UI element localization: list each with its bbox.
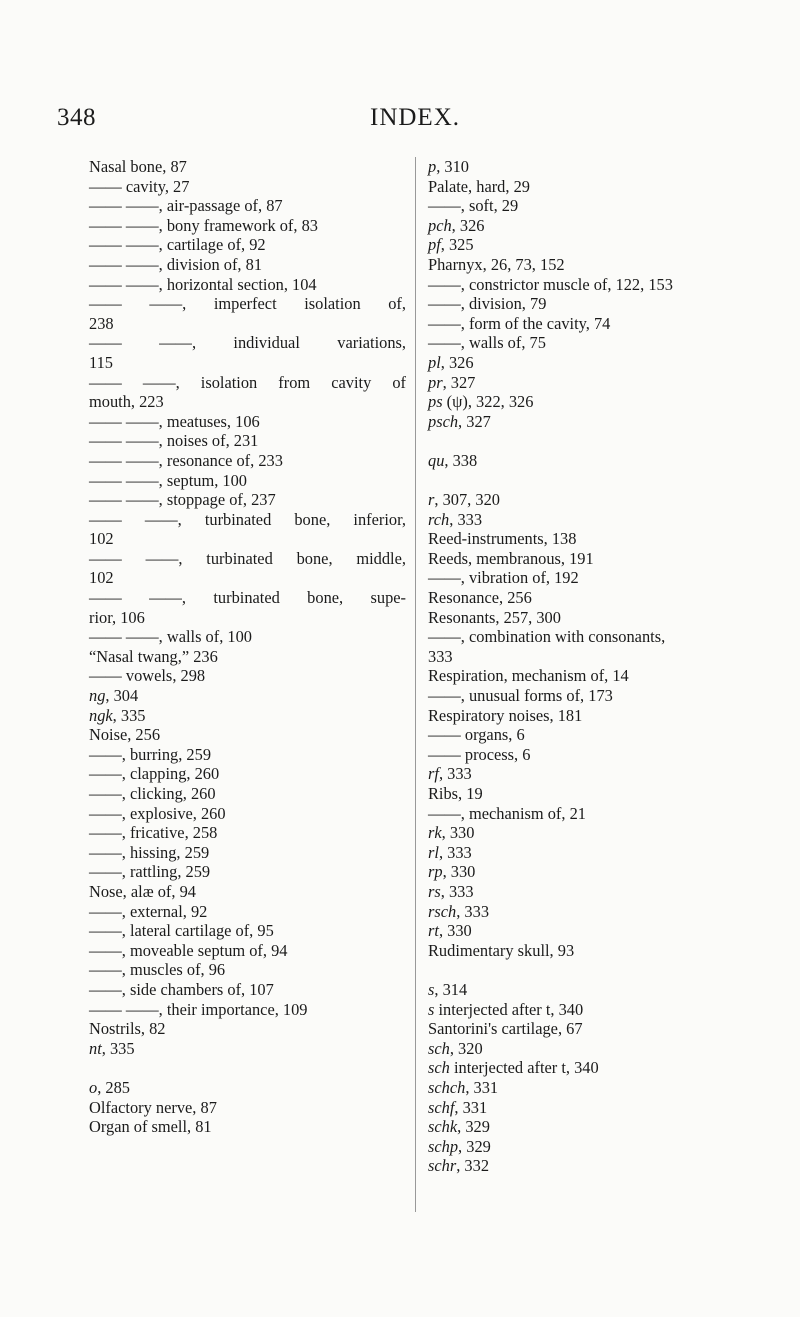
index-entry: Palate, hard, 29	[428, 176, 530, 196]
entry-gap	[89, 1058, 406, 1078]
column-divider	[415, 157, 416, 1212]
index-entry: ngk, 335	[89, 705, 146, 725]
index-entry: ——, fricative, 258	[89, 823, 218, 843]
index-entry: ——, division, 79	[428, 294, 547, 314]
index-entry: psch, 327	[428, 411, 491, 431]
index-entry: Reeds, membranous, 191	[428, 548, 594, 568]
index-entry: —— ——, division of, 81	[89, 254, 263, 274]
index-entry: ——, vibration of, 192	[428, 568, 579, 588]
entry-gap	[428, 960, 746, 980]
index-entry: Respiration, mechanism of, 14	[428, 666, 629, 686]
index-entry: rf, 333	[428, 764, 472, 784]
index-entry: —— ——, turbinated bone, inferior,	[89, 509, 406, 529]
index-entry: Nostrils, 82	[89, 1019, 166, 1039]
index-entry: Resonants, 257, 300	[428, 607, 561, 627]
index-entry: —— ——, septum, 100	[89, 470, 247, 490]
index-column-left	[89, 157, 406, 1137]
index-entry: ——, clapping, 260	[89, 764, 220, 784]
index-entry: —— ——, their importance, 109	[89, 999, 308, 1019]
index-entry: —— ——, walls of, 100	[89, 627, 252, 647]
index-entry: schk, 329	[428, 1117, 490, 1137]
index-entry: pr, 327	[428, 372, 476, 392]
index-entry: ——, muscles of, 96	[89, 960, 226, 980]
index-entry: —— process, 6	[428, 744, 531, 764]
index-entry: “Nasal twang,” 236	[89, 646, 218, 666]
index-entry: Reed-instruments, 138	[428, 529, 577, 549]
index-entry: Noise, 256	[89, 725, 161, 745]
entry-gap	[428, 471, 746, 491]
index-entry: —— ——, air-passage of, 87	[89, 196, 283, 216]
index-entry: rt, 330	[428, 921, 472, 941]
index-entry: nt, 335	[89, 1038, 135, 1058]
index-entry: rch, 333	[428, 509, 483, 529]
index-entry: 333	[428, 646, 453, 666]
entry-gap	[428, 431, 746, 451]
index-entry: rsch, 333	[428, 901, 490, 921]
index-entry: pl, 326	[428, 352, 474, 372]
page-number: 348	[57, 104, 96, 131]
index-entry: pch, 326	[428, 215, 485, 235]
index-entry: ——, form of the cavity, 74	[428, 313, 611, 333]
index-entry: 115	[89, 352, 113, 372]
index-entry: ——, clicking, 260	[89, 784, 216, 803]
index-entry: Organ of smell, 81	[89, 1117, 212, 1137]
index-entry: s, 314	[428, 979, 468, 999]
index-entry: ——, side chambers of, 107	[89, 979, 274, 999]
index-entry: —— cavity, 27	[89, 176, 190, 196]
index-entry: p, 310	[428, 157, 469, 176]
index-entry: 102	[89, 568, 114, 588]
index-entry: schf, 331	[428, 1097, 488, 1117]
index-entry: —— ——, individual variations,	[89, 333, 406, 353]
index-entry: ng, 304	[89, 686, 139, 706]
index-entry: Nose, alæ of, 94	[89, 881, 196, 901]
index-entry: o, 285	[89, 1077, 130, 1097]
index-entry: —— ——, stoppage of, 237	[89, 490, 276, 510]
index-entry: s interjected after t, 340	[428, 999, 584, 1019]
index-entry: —— ——, horizontal section, 104	[89, 274, 317, 294]
index-entry: —— ——, bony framework of, 83	[89, 215, 318, 235]
index-entry: Olfactory nerve, 87	[89, 1097, 217, 1117]
index-entry: Santorini's cartilage, 67	[428, 1019, 583, 1039]
index-entry: Ribs, 19	[428, 784, 483, 803]
page-header	[0, 104, 800, 134]
index-entry: ——, lateral cartilage of, 95	[89, 921, 274, 941]
index-entry: rp, 330	[428, 862, 476, 882]
index-entry: schr, 332	[428, 1156, 490, 1176]
index-entry: —— ——, noises of, 231	[89, 431, 259, 451]
index-entry: rk, 330	[428, 823, 475, 843]
index-entry: 102	[89, 529, 114, 549]
index-entry: ——, soft, 29	[428, 196, 519, 216]
index-entry: ——, moveable septum of, 94	[89, 940, 288, 960]
index-entry: sch interjected after t, 340	[428, 1058, 599, 1078]
index-entry: —— ——, turbinated bone, middle,	[89, 548, 406, 568]
index-entry: ——, hissing, 259	[89, 842, 210, 862]
running-head: INDEX.	[370, 104, 461, 131]
index-entry: ——, combination with consonants,	[428, 627, 666, 647]
index-entry: —— organs, 6	[428, 725, 525, 745]
index-entry: —— ——, imperfect isolation of,	[89, 294, 406, 314]
index-entry: Resonance, 256	[428, 588, 532, 608]
index-entry: —— ——, meatuses, 106	[89, 411, 260, 431]
index-entry: Respiratory noises, 181	[428, 705, 583, 725]
index-entry: 238	[89, 313, 114, 333]
index-entry: —— ——, turbinated bone, supe-	[89, 588, 406, 608]
index-entry: ——, unusual forms of, 173	[428, 686, 613, 706]
index-entry: ——, burring, 259	[89, 744, 212, 764]
index-entry: rs, 333	[428, 881, 474, 901]
index-entry: rior, 106	[89, 607, 145, 627]
index-entry: Nasal bone, 87	[89, 157, 187, 176]
index-entry: ——, external, 92	[89, 901, 208, 921]
index-entry: —— vowels, 298	[89, 666, 206, 686]
index-entry: ——, walls of, 75	[428, 333, 546, 353]
index-entry: —— ——, resonance of, 233	[89, 450, 283, 470]
index-entry: pf, 325	[428, 235, 474, 255]
index-entry: Rudimentary skull, 93	[428, 940, 575, 960]
index-entry: —— ——, cartilage of, 92	[89, 235, 266, 255]
index-entry: qu, 338	[428, 450, 478, 470]
index-entry: ——, constrictor muscle of, 122, 153	[428, 274, 673, 294]
index-entry: ps (ψ), 322, 326	[428, 392, 534, 412]
index-entry: sch, 320	[428, 1038, 483, 1058]
index-entry: Pharnyx, 26, 73, 152	[428, 254, 565, 274]
index-entry: schch, 331	[428, 1077, 499, 1097]
index-entry: schp, 329	[428, 1136, 491, 1156]
index-entry: —— ——, isolation from cavity of	[89, 372, 406, 392]
index-entry: ——, rattling, 259	[89, 862, 211, 882]
index-column-right	[428, 157, 746, 1176]
index-entry: rl, 333	[428, 842, 472, 862]
index-entry: r, 307, 320	[428, 490, 500, 510]
index-entry: ——, mechanism of, 21	[428, 803, 586, 823]
index-entry: mouth, 223	[89, 392, 164, 412]
index-entry: ——, explosive, 260	[89, 803, 226, 823]
